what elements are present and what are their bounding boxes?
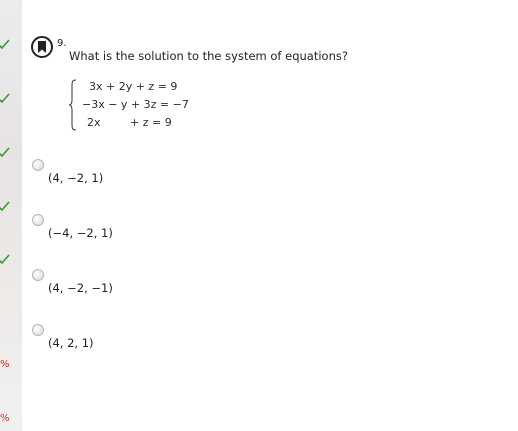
radio-button[interactable]: [32, 324, 44, 336]
equation-2: −3x − y + 3z = −7: [82, 98, 189, 111]
score-percent: %: [0, 359, 10, 370]
equation-1: 3x + 2y + z = 9: [89, 80, 178, 93]
equation-system: [68, 77, 189, 133]
left-brace-icon: [68, 79, 78, 131]
answer-option[interactable]: [32, 269, 232, 299]
bookmark-icon: [37, 41, 47, 53]
check-icon: [0, 92, 10, 104]
check-icon: [0, 253, 10, 265]
radio-button[interactable]: [32, 269, 44, 281]
radio-button[interactable]: [32, 159, 44, 171]
bookmark-button[interactable]: [31, 36, 53, 58]
answer-option[interactable]: [32, 324, 232, 354]
check-icon: [0, 146, 10, 158]
score-percent: %: [0, 413, 10, 424]
answer-option-label[interactable]: (4, 2, 1): [48, 336, 94, 350]
question-prompt: What is the solution to the system of equations?: [69, 49, 348, 63]
check-icon: [0, 200, 10, 212]
answer-option-label[interactable]: (4, −2, −1): [48, 281, 113, 295]
equation-3-left: 2x: [87, 116, 101, 129]
check-icon: [0, 38, 10, 50]
answer-option[interactable]: [32, 214, 232, 244]
question-status-strip: [0, 0, 22, 431]
equation-3-right: + z = 9: [130, 116, 172, 129]
answer-option-label[interactable]: (−4, −2, 1): [48, 226, 113, 240]
question-number: 9.: [57, 38, 67, 49]
answer-option[interactable]: [32, 159, 232, 189]
answer-option-label[interactable]: (4, −2, 1): [48, 171, 104, 185]
radio-button[interactable]: [32, 214, 44, 226]
